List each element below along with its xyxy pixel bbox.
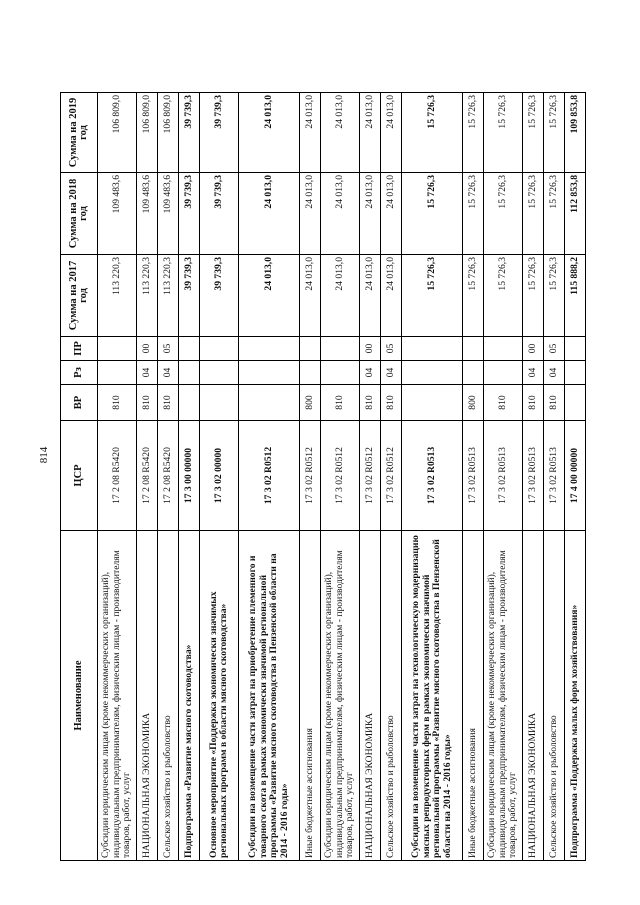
- budget-table: [60, 92, 586, 861]
- cell-rz: [300, 361, 321, 385]
- cell-pr: 00: [360, 337, 381, 361]
- cell-csr: 17 2 08 R5420: [98, 421, 137, 531]
- cell-pr: 00: [137, 337, 158, 361]
- page-number: 814: [38, 446, 50, 464]
- cell-s2018: 24 013,0: [321, 173, 360, 255]
- header-pr: ПР: [61, 337, 98, 361]
- table-row: [98, 93, 137, 861]
- cell-pr: [321, 337, 360, 361]
- cell-s2017: 115 888,2: [565, 255, 586, 337]
- cell-s2018: 109 483,6: [98, 173, 137, 255]
- cell-rz: 04: [544, 361, 565, 385]
- cell-rz: [463, 361, 484, 385]
- table-row: [200, 93, 239, 861]
- cell-s2019: 106 809,0: [158, 93, 179, 173]
- header-sum-2019: Сумма на 2019 год: [61, 93, 98, 173]
- cell-csr: 17 3 02 R0512: [360, 421, 381, 531]
- cell-pr: [179, 337, 200, 361]
- cell-csr: 17 3 02 R0512: [300, 421, 321, 531]
- cell-s2018: 109 483,6: [137, 173, 158, 255]
- cell-csr: 17 3 02 R0512: [381, 421, 402, 531]
- cell-rz: [484, 361, 523, 385]
- cell-s2017: 24 013,0: [300, 255, 321, 337]
- cell-s2017: 113 220,3: [98, 255, 137, 337]
- cell-rz: [239, 361, 300, 385]
- cell-name: Подпрограмма «Поддержка малых форм хозяйствования»: [565, 531, 586, 861]
- cell-vr: 810: [98, 385, 137, 421]
- cell-vr: 800: [463, 385, 484, 421]
- cell-pr: 05: [158, 337, 179, 361]
- header-rz: Рз: [61, 361, 98, 385]
- cell-s2017: 15 726,3: [484, 255, 523, 337]
- cell-vr: 810: [544, 385, 565, 421]
- cell-csr: 17 3 02 R0512: [321, 421, 360, 531]
- cell-pr: [402, 337, 463, 361]
- cell-name: Сельское хозяйство и рыболовство: [381, 531, 402, 861]
- cell-s2018: 112 853,8: [565, 173, 586, 255]
- cell-rz: 04: [137, 361, 158, 385]
- cell-s2019: 106 809,0: [137, 93, 158, 173]
- cell-vr: 810: [381, 385, 402, 421]
- cell-csr: 17 3 02 R0513: [544, 421, 565, 531]
- cell-s2017: 15 726,3: [544, 255, 565, 337]
- cell-csr: 17 2 08 R5420: [158, 421, 179, 531]
- cell-s2018: 15 726,3: [402, 173, 463, 255]
- table-row: [300, 93, 321, 861]
- cell-s2019: 24 013,0: [300, 93, 321, 173]
- header-sum-2017: Сумма на 2017 год: [61, 255, 98, 337]
- cell-csr: 17 2 08 R5420: [137, 421, 158, 531]
- cell-s2019: 24 013,0: [360, 93, 381, 173]
- cell-s2018: 109 483,6: [158, 173, 179, 255]
- table-body: [98, 93, 586, 861]
- table-row: [463, 93, 484, 861]
- cell-s2019: 39 739,3: [179, 93, 200, 173]
- cell-s2018: 15 726,3: [544, 173, 565, 255]
- cell-pr: [484, 337, 523, 361]
- table-row: [402, 93, 463, 861]
- header-vr: ВР: [61, 385, 98, 421]
- cell-s2018: 24 013,0: [239, 173, 300, 255]
- cell-rz: 04: [360, 361, 381, 385]
- cell-s2018: 15 726,3: [463, 173, 484, 255]
- cell-vr: [402, 385, 463, 421]
- header-csr: ЦСР: [61, 421, 98, 531]
- cell-s2019: 24 013,0: [381, 93, 402, 173]
- cell-s2019: 24 013,0: [321, 93, 360, 173]
- cell-csr: 17 3 02 R0513: [523, 421, 544, 531]
- cell-pr: 05: [544, 337, 565, 361]
- cell-vr: [239, 385, 300, 421]
- header-name: Наименование: [61, 531, 98, 861]
- cell-name: Иные бюджетные ассигнования: [463, 531, 484, 861]
- table-row: [321, 93, 360, 861]
- cell-csr: 17 3 02 R0513: [463, 421, 484, 531]
- table-row: [484, 93, 523, 861]
- cell-s2017: 15 726,3: [523, 255, 544, 337]
- cell-pr: [300, 337, 321, 361]
- cell-s2017: 24 013,0: [239, 255, 300, 337]
- budget-table-container: [60, 93, 580, 861]
- table-row: [158, 93, 179, 861]
- cell-name: Основное мероприятие «Поддержка экономически значимых региональных программ в области мясного скотоводства»: [200, 531, 239, 861]
- cell-csr: 17 4 00 00000: [565, 421, 586, 531]
- cell-s2019: 15 726,3: [544, 93, 565, 173]
- cell-name: Субсидии на возмещение части затрат на технологическую модернизацию мясных репродукторных ферм в рамках экономически значимой региональной программы «Развитие мясного скотоводства в Пензенской области на 2014 - 2016 годы»: [402, 531, 463, 861]
- table-row: [565, 93, 586, 861]
- cell-vr: 810: [137, 385, 158, 421]
- table-row: [137, 93, 158, 861]
- cell-s2018: 24 013,0: [300, 173, 321, 255]
- table-row: [179, 93, 200, 861]
- cell-vr: 810: [158, 385, 179, 421]
- cell-pr: [239, 337, 300, 361]
- table-row: [523, 93, 544, 861]
- header-sum-2018: Сумма на 2018 год: [61, 173, 98, 255]
- cell-s2018: 39 739,3: [179, 173, 200, 255]
- cell-rz: 04: [158, 361, 179, 385]
- cell-s2018: 24 013,0: [360, 173, 381, 255]
- cell-rz: 04: [381, 361, 402, 385]
- cell-rz: [402, 361, 463, 385]
- cell-s2018: 24 013,0: [381, 173, 402, 255]
- cell-s2018: 39 739,3: [200, 173, 239, 255]
- cell-vr: 810: [360, 385, 381, 421]
- cell-vr: [200, 385, 239, 421]
- cell-s2019: 15 726,3: [402, 93, 463, 173]
- cell-pr: 00: [523, 337, 544, 361]
- cell-s2017: 24 013,0: [381, 255, 402, 337]
- cell-rz: [321, 361, 360, 385]
- cell-name: Субсидии юридическим лицам (кроме некоммерческих организаций), индивидуальным предпринимателям, физическим лицам - производителям товаров, работ, услуг: [98, 531, 137, 861]
- table-row: [239, 93, 300, 861]
- cell-rz: [98, 361, 137, 385]
- cell-s2017: 24 013,0: [321, 255, 360, 337]
- cell-s2017: 39 739,3: [200, 255, 239, 337]
- cell-csr: 17 3 00 00000: [179, 421, 200, 531]
- cell-name: Иные бюджетные ассигнования: [300, 531, 321, 861]
- cell-csr: 17 3 02 00000: [200, 421, 239, 531]
- cell-s2017: 24 013,0: [360, 255, 381, 337]
- cell-vr: [565, 385, 586, 421]
- cell-csr: 17 3 02 R0513: [484, 421, 523, 531]
- cell-pr: [463, 337, 484, 361]
- cell-vr: 810: [484, 385, 523, 421]
- cell-pr: [565, 337, 586, 361]
- cell-s2019: 106 809,0: [98, 93, 137, 173]
- cell-pr: [98, 337, 137, 361]
- cell-name: Сельское хозяйство и рыболовство: [158, 531, 179, 861]
- cell-s2017: 39 739,3: [179, 255, 200, 337]
- cell-pr: [200, 337, 239, 361]
- cell-name: Субсидии юридическим лицам (кроме некоммерческих организаций), индивидуальным предпринимателям, физическим лицам - производителям товаров, работ, услуг: [484, 531, 523, 861]
- cell-s2019: 15 726,3: [523, 93, 544, 173]
- cell-vr: 810: [523, 385, 544, 421]
- cell-csr: 17 3 02 R0512: [239, 421, 300, 531]
- table-row: [381, 93, 402, 861]
- cell-rz: 04: [523, 361, 544, 385]
- cell-s2017: 15 726,3: [463, 255, 484, 337]
- table-row: [544, 93, 565, 861]
- table-row: [360, 93, 381, 861]
- cell-csr: 17 3 02 R0513: [402, 421, 463, 531]
- cell-vr: [179, 385, 200, 421]
- cell-s2018: 15 726,3: [523, 173, 544, 255]
- cell-s2019: 15 726,3: [484, 93, 523, 173]
- cell-s2017: 15 726,3: [402, 255, 463, 337]
- cell-s2019: 15 726,3: [463, 93, 484, 173]
- cell-s2017: 113 220,3: [137, 255, 158, 337]
- cell-s2018: 15 726,3: [484, 173, 523, 255]
- cell-name: НАЦИОНАЛЬНАЯ ЭКОНОМИКА: [523, 531, 544, 861]
- cell-s2019: 24 013,0: [239, 93, 300, 173]
- cell-s2017: 113 220,3: [158, 255, 179, 337]
- cell-name: НАЦИОНАЛЬНАЯ ЭКОНОМИКА: [137, 531, 158, 861]
- cell-name: Субсидии юридическим лицам (кроме некоммерческих организаций), индивидуальным предпринимателям, физическим лицам - производителям товаров, работ, услуг: [321, 531, 360, 861]
- cell-pr: 05: [381, 337, 402, 361]
- cell-name: Субсидии на возмещение части затрат на приобретение племенного и товарного скота в рамках экономически значимой региональной программы «Развитие мясного скотоводства в Пензенской области на 2014 - 2016 годы»: [239, 531, 300, 861]
- cell-rz: [200, 361, 239, 385]
- cell-vr: 800: [300, 385, 321, 421]
- cell-rz: [565, 361, 586, 385]
- cell-name: Подпрограмма «Развитие мясного скотоводства»: [179, 531, 200, 861]
- cell-s2019: 39 739,3: [200, 93, 239, 173]
- cell-s2019: 109 853,8: [565, 93, 586, 173]
- cell-name: НАЦИОНАЛЬНАЯ ЭКОНОМИКА: [360, 531, 381, 861]
- cell-vr: 810: [321, 385, 360, 421]
- cell-rz: [179, 361, 200, 385]
- cell-name: Сельское хозяйство и рыболовство: [544, 531, 565, 861]
- table-header-row: [61, 93, 98, 861]
